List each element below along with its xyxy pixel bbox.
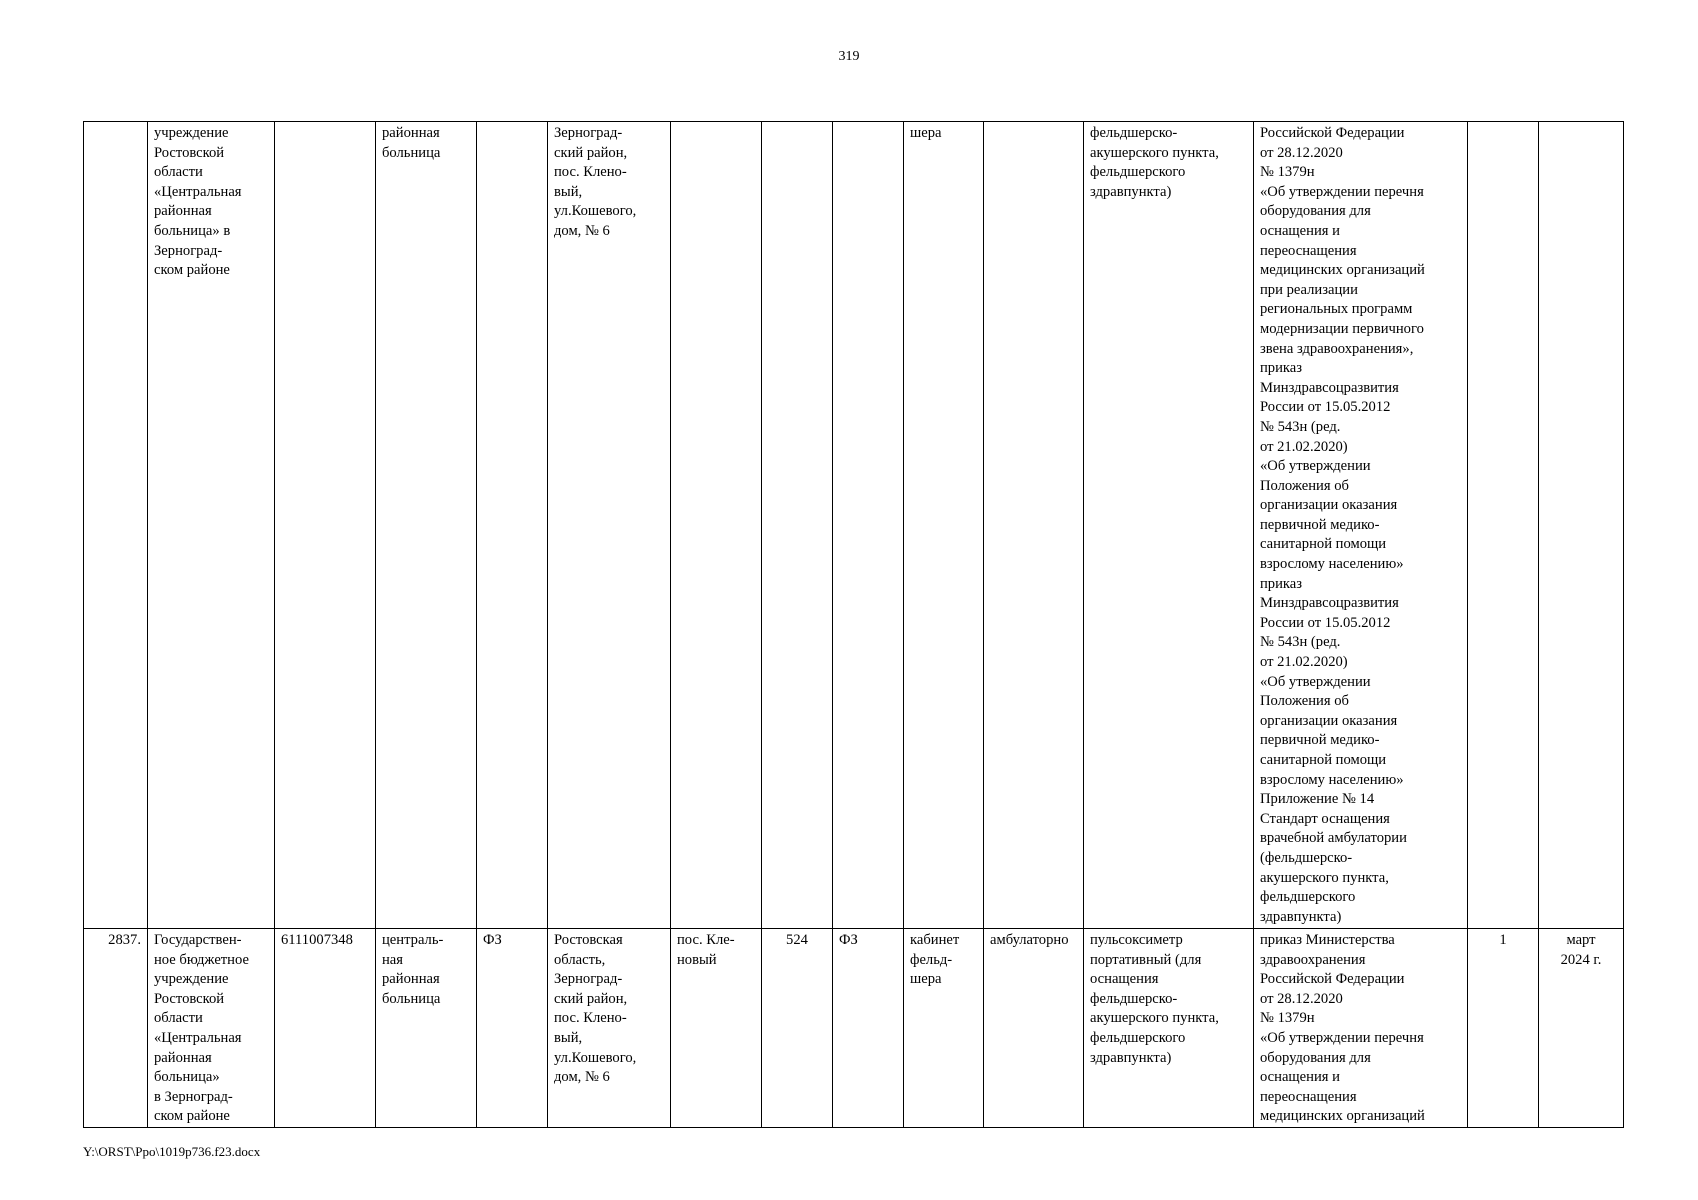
cell-settlement bbox=[671, 122, 762, 929]
cell-quantity: 1 bbox=[1468, 929, 1539, 1128]
cell-unit-kind bbox=[833, 122, 904, 929]
cell-institution: учреждение Ростовской области «Центральная районная больница» в Зерноград- ском районе bbox=[148, 122, 275, 929]
cell-equipment: фельдшерско- акушерского пункта, фельдшерского здравпункта) bbox=[1084, 122, 1254, 929]
cell-address: Ростовская область, Зерноград- ский район, пос. Клено- вый, ул.Кошевого, дом, № 6 bbox=[548, 929, 671, 1128]
cell-inn bbox=[275, 122, 376, 929]
cell-unit-type bbox=[477, 122, 548, 929]
page-number: 319 bbox=[838, 49, 860, 64]
registry-table bbox=[83, 121, 1624, 1128]
cell-address: Зерноград- ский район, пос. Клено- вый, ул.Кошевого, дом, № 6 bbox=[548, 122, 671, 929]
cell-institution-type: централь- ная районная больница bbox=[376, 929, 477, 1128]
cell-institution: Государствен- ное бюджетное учреждение Ростовской области «Центральная районная больница» в Зерноград- ском районе bbox=[148, 929, 275, 1128]
cell-population: 524 bbox=[762, 929, 833, 1128]
cell-population bbox=[762, 122, 833, 929]
cell-care-form: амбулаторно bbox=[984, 929, 1084, 1128]
cell-unit-type: ФЗ bbox=[477, 929, 548, 1128]
cell-regulation: Российской Федерации от 28.12.2020 № 1379н «Об утверждении перечня оборудования для оснащения и переоснащения медицинских организаций при реализации региональных программ модернизации первичного звена здравоохранения», приказ Минздравсоцразвития России от 15.05.2012 № 543н (ред. от 21.02.2020) «Об утверждении Положения об организации оказания первичной медико- санитарной помощи взрослому населению» приказ Минздравсоцразвития России от 15.05.2012 № 543н (ред. от 21.02.2020) «Об утверждении Положения об организации оказания первичной медико- санитарной помощи взрослому населению» Приложение № 14 Стандарт оснащения врачебной амбулатории (фельдшерско- акушерского пункта, фельдшерского здравпункта) bbox=[1254, 122, 1468, 929]
cell-equipment: пульсоксиметр портативный (для оснащения фельдшерско- акушерского пункта, фельдшерского здравпункта) bbox=[1084, 929, 1254, 1128]
cell-institution-type: районная больница bbox=[376, 122, 477, 929]
cell-unit-kind: ФЗ bbox=[833, 929, 904, 1128]
cell-inn: 6111007348 bbox=[275, 929, 376, 1128]
cell-quantity bbox=[1468, 122, 1539, 929]
footer-file-path: Y:\ORST\Ppo\1019p736.f23.docx bbox=[83, 1144, 261, 1159]
cell-date: март 2024 г. bbox=[1539, 929, 1624, 1128]
cell-number: 2837. bbox=[84, 929, 148, 1128]
cell-settlement: пос. Кле- новый bbox=[671, 929, 762, 1128]
cell-care-form bbox=[984, 122, 1084, 929]
table-row-continued bbox=[84, 122, 1624, 929]
cell-room: кабинет фельд- шера bbox=[904, 929, 984, 1128]
cell-number bbox=[84, 122, 148, 929]
table-row-2837 bbox=[84, 929, 1624, 1128]
cell-regulation: приказ Министерства здравоохранения Российской Федерации от 28.12.2020 № 1379н «Об утверждении перечня оборудования для оснащения и переоснащения медицинских организаций bbox=[1254, 929, 1468, 1128]
cell-room: шера bbox=[904, 122, 984, 929]
cell-date bbox=[1539, 122, 1624, 929]
